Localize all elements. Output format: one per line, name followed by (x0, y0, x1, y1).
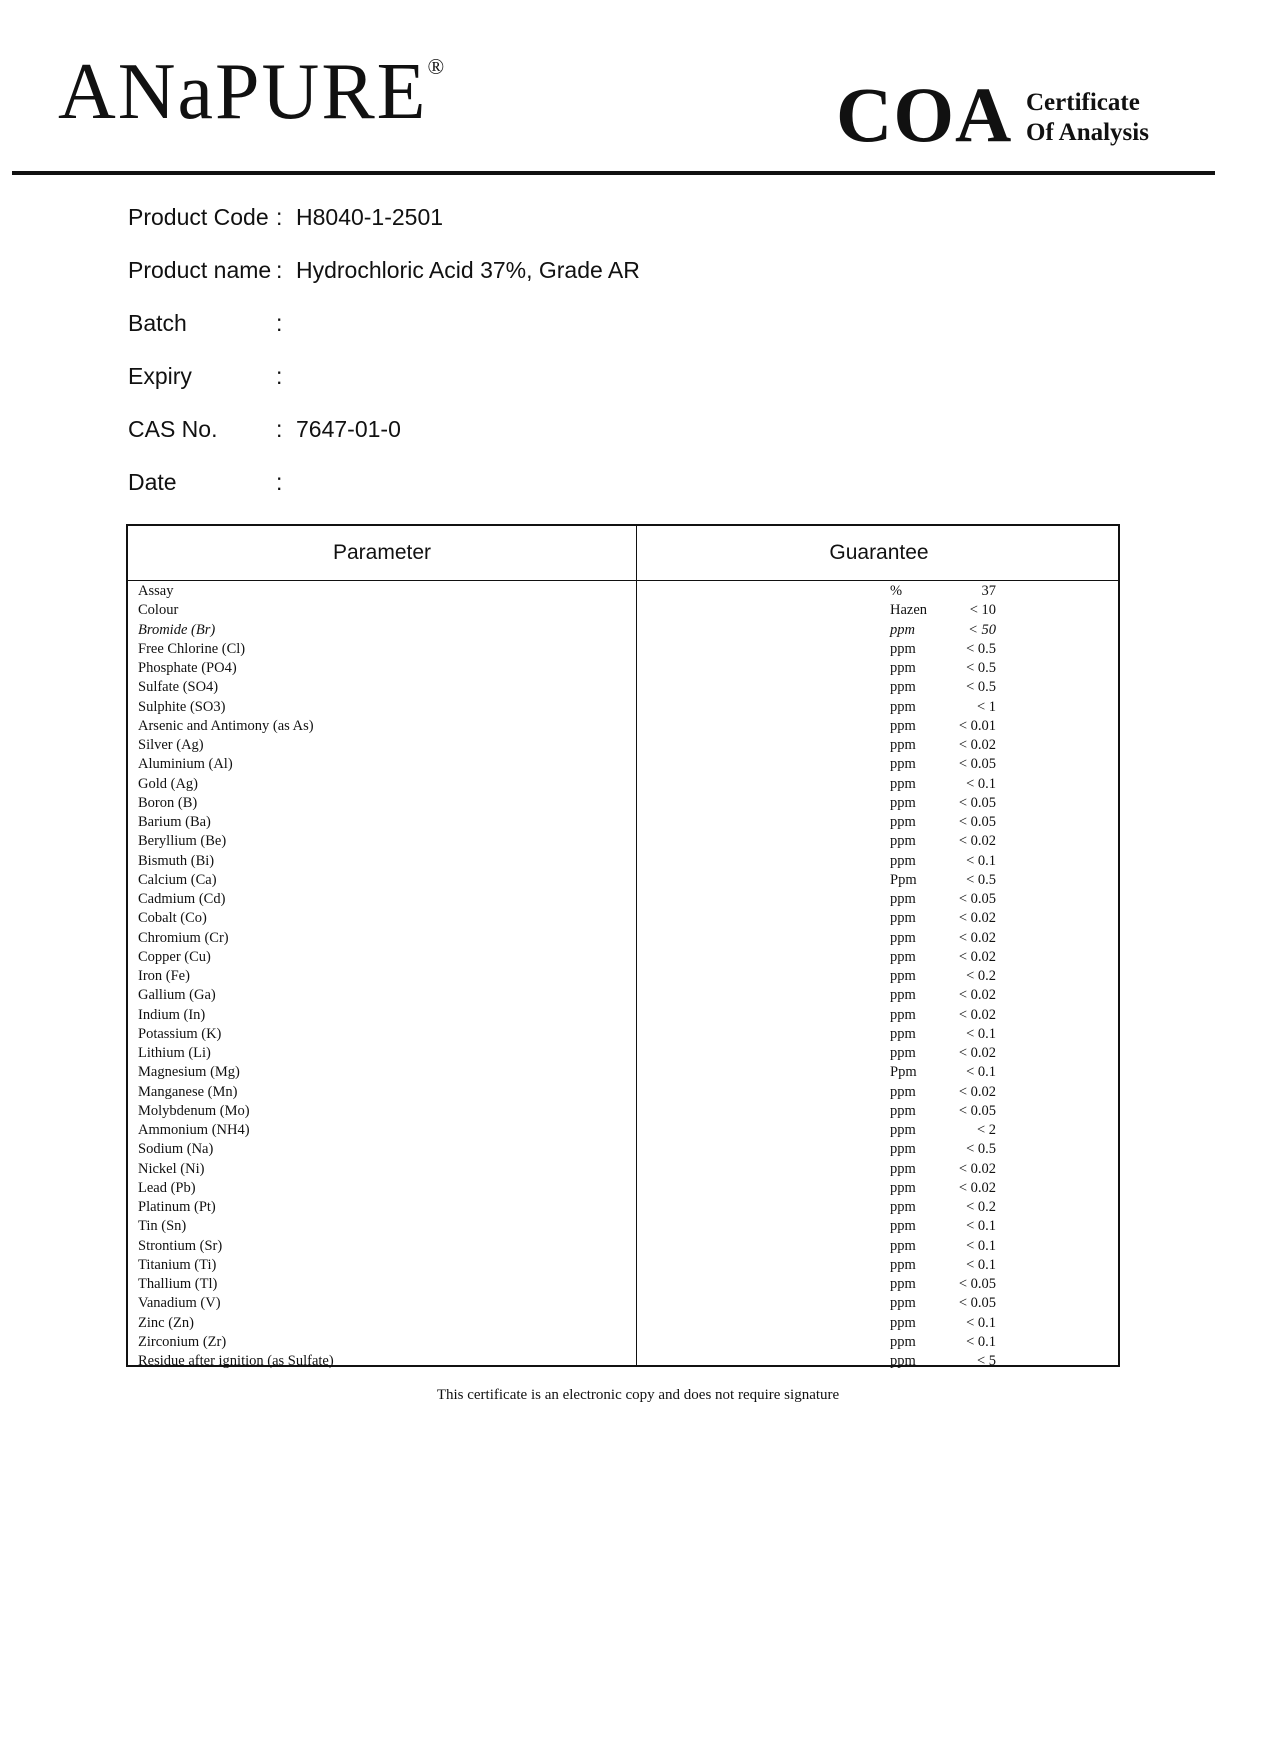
table-row (128, 1179, 1118, 1198)
guarantee-unit-cell: ppm (890, 1122, 916, 1138)
parameter-cell: Calcium (Ca) (138, 871, 217, 888)
guarantee-unit-cell: ppm (890, 1199, 916, 1215)
parameter-cell: Titanium (Ti) (138, 1256, 217, 1273)
guarantee-unit-cell: ppm (890, 987, 916, 1004)
guarantee-unit-cell: ppm (890, 1102, 916, 1119)
info-value: 7647-01-0 (296, 416, 401, 442)
guarantee-unit-cell: ppm (890, 756, 916, 773)
parameter-cell: Magnesium (Mg) (138, 1064, 240, 1081)
table-row (128, 1352, 1118, 1371)
guarantee-unit-cell: ppm (890, 833, 916, 850)
guarantee-unit-cell: ppm (890, 1333, 916, 1350)
guarantee-unit-cell: ppm (890, 1276, 916, 1292)
info-colon: : (276, 257, 283, 283)
table-row (128, 794, 1118, 813)
info-label: Product Code (128, 204, 269, 230)
guarantee-unit-cell: ppm (890, 1218, 916, 1235)
guarantee-value-cell: < 0.02 (958, 1083, 996, 1100)
parameter-cell: Colour (138, 602, 179, 619)
guarantee-unit-cell: ppm (890, 1295, 916, 1312)
info-row (128, 257, 640, 310)
guarantee-unit-cell: ppm (890, 1083, 916, 1100)
guarantee-value-cell: < 10 (969, 602, 996, 619)
guarantee-unit-cell: ppm (890, 1353, 916, 1369)
parameter-cell: Ammonium (NH4) (138, 1122, 250, 1138)
guarantee-value-cell: < 0.1 (966, 1333, 996, 1350)
guarantee-unit-cell: ppm (890, 891, 916, 907)
table-row (128, 1063, 1118, 1082)
guarantee-value-cell: 37 (981, 583, 996, 599)
guarantee-value-cell: < 0.05 (958, 1102, 996, 1119)
info-label: CAS No. (128, 416, 218, 442)
parameter-cell: Phosphate (PO4) (138, 660, 237, 676)
guarantee-value-cell: < 0.1 (966, 852, 996, 869)
table-row (128, 717, 1118, 736)
info-row (128, 363, 640, 416)
table-row (128, 1160, 1118, 1179)
doc-title-line1: Certificate (1026, 89, 1140, 116)
guarantee-unit-cell: ppm (890, 1256, 916, 1273)
guarantee-value-cell: < 0.5 (966, 679, 996, 696)
table-row (128, 601, 1118, 620)
guarantee-unit-cell: ppm (890, 910, 916, 927)
guarantee-unit-cell: ppm (890, 660, 916, 676)
parameter-cell: Zirconium (Zr) (138, 1333, 227, 1350)
guarantee-unit-cell: ppm (890, 621, 915, 638)
info-value: H8040-1-2501 (296, 204, 444, 230)
doc-title-line2: Of Analysis (1026, 119, 1149, 146)
doc-code: COA (836, 71, 1013, 158)
parameter-cell: Aluminium (Al) (138, 756, 233, 773)
guarantee-value-cell: < 0.5 (966, 640, 996, 657)
guarantee-value-cell: < 0.02 (958, 929, 996, 946)
guarantee-value-cell: < 0.1 (966, 775, 996, 792)
parameter-cell: Arsenic and Antimony (as As) (138, 717, 314, 734)
table-row (128, 1256, 1118, 1275)
parameter-cell: Indium (In) (138, 1006, 206, 1023)
guarantee-unit-cell: ppm (890, 1025, 916, 1042)
guarantee-value-cell: < 0.02 (958, 1006, 996, 1023)
table-row (128, 832, 1118, 851)
guarantee-unit-cell: ppm (890, 929, 916, 946)
table-row (128, 1333, 1118, 1352)
table-row (128, 775, 1118, 794)
guarantee-unit-cell: Ppm (890, 871, 917, 888)
registered-mark: ® (427, 54, 445, 79)
table-row (128, 1140, 1118, 1159)
table-row (128, 582, 1118, 601)
guarantee-unit-cell: ppm (890, 794, 916, 811)
guarantee-value-cell: < 0.2 (966, 1199, 996, 1215)
guarantee-value-cell: < 0.02 (958, 1179, 996, 1196)
parameter-cell: Residue after ignition (as Sulfate) (138, 1353, 334, 1369)
parameter-column-header: Parameter (332, 541, 432, 564)
table-row (128, 698, 1118, 717)
info-colon: : (276, 469, 283, 495)
guarantee-value-cell: < 0.2 (966, 968, 996, 984)
parameter-cell: Boron (B) (138, 794, 198, 811)
guarantee-value-cell: < 0.02 (958, 910, 996, 927)
table-row (128, 736, 1118, 755)
info-value: Hydrochloric Acid 37%, Grade AR (296, 257, 640, 283)
guarantee-value-cell: < 0.1 (966, 1064, 996, 1081)
guarantee-unit-cell: ppm (890, 698, 916, 715)
guarantee-value-cell: < 0.02 (958, 833, 996, 850)
specification-table (126, 524, 1120, 1367)
parameter-cell: Barium (Ba) (138, 814, 211, 830)
info-colon: : (276, 363, 283, 389)
parameter-cell: Gold (Ag) (138, 775, 199, 792)
table-row (128, 1083, 1118, 1102)
table-row (128, 1006, 1118, 1025)
guarantee-value-cell: < 0.02 (958, 987, 996, 1004)
parameter-cell: Vanadium (V) (138, 1295, 221, 1312)
table-row (128, 1044, 1118, 1063)
table-row (128, 1314, 1118, 1333)
info-label: Product name (128, 257, 272, 283)
parameter-cell: Manganese (Mn) (138, 1083, 238, 1100)
parameter-cell: Thallium (Tl) (138, 1276, 218, 1292)
guarantee-value-cell: < 0.1 (966, 1314, 996, 1331)
table-row (128, 1294, 1118, 1313)
guarantee-value-cell: < 0.05 (958, 794, 996, 811)
guarantee-value-cell: < 0.1 (966, 1025, 996, 1042)
table-row (128, 929, 1118, 948)
guarantee-unit-cell: ppm (890, 1045, 916, 1061)
guarantee-column-header: Guarantee (829, 541, 929, 564)
parameter-cell: Potassium (K) (138, 1025, 222, 1042)
parameter-cell: Chromium (Cr) (138, 929, 229, 946)
parameter-cell: Sulfate (SO4) (138, 679, 219, 696)
guarantee-unit-cell: ppm (890, 717, 916, 734)
parameter-cell: Cadmium (Cd) (138, 891, 226, 907)
parameter-cell: Gallium (Ga) (138, 987, 216, 1004)
table-row (128, 986, 1118, 1005)
guarantee-unit-cell: Hazen (890, 602, 928, 619)
parameter-cell: Tin (Sn) (138, 1218, 187, 1235)
guarantee-unit-cell: ppm (890, 775, 916, 792)
info-colon: : (276, 204, 283, 230)
table-row (128, 1217, 1118, 1236)
guarantee-value-cell: < 0.5 (966, 660, 996, 676)
guarantee-value-cell: < 50 (968, 621, 996, 638)
table-row (128, 1025, 1118, 1044)
guarantee-value-cell: < 0.5 (966, 1141, 996, 1158)
guarantee-value-cell: < 0.02 (958, 737, 996, 753)
brand-name: ANaPURE (58, 48, 428, 136)
guarantee-unit-cell: ppm (890, 1160, 916, 1177)
table-row (128, 909, 1118, 928)
parameter-cell: Molybdenum (Mo) (138, 1102, 250, 1119)
guarantee-value-cell: < 0.05 (958, 756, 996, 773)
guarantee-value-cell: < 0.02 (958, 1160, 996, 1177)
guarantee-value-cell: < 0.05 (958, 814, 996, 830)
info-row (128, 469, 640, 522)
guarantee-value-cell: < 0.02 (958, 948, 996, 965)
guarantee-unit-cell: ppm (890, 968, 916, 984)
table-row (128, 1275, 1118, 1294)
parameter-cell: Cobalt (Co) (138, 910, 207, 927)
parameter-cell: Sodium (Na) (138, 1141, 214, 1158)
info-row (128, 416, 640, 469)
guarantee-unit-cell: % (890, 583, 903, 599)
parameter-cell: Sulphite (SO3) (138, 698, 226, 715)
table-body (128, 582, 1118, 1371)
table-row (128, 890, 1118, 909)
guarantee-unit-cell: ppm (890, 1179, 916, 1196)
doc-title (1026, 88, 1149, 148)
table-row (128, 813, 1118, 832)
guarantee-value-cell: < 2 (976, 1122, 996, 1138)
guarantee-value-cell: < 1 (976, 698, 996, 715)
guarantee-unit-cell: ppm (890, 737, 916, 753)
guarantee-unit-cell: ppm (890, 1141, 916, 1158)
parameter-cell: Free Chlorine (Cl) (138, 640, 246, 657)
parameter-cell: Platinum (Pt) (138, 1199, 216, 1215)
guarantee-unit-cell: ppm (890, 640, 916, 657)
guarantee-value-cell: < 0.1 (966, 1256, 996, 1273)
guarantee-unit-cell: ppm (890, 814, 916, 830)
parameter-cell: Beryllium (Be) (138, 833, 227, 850)
parameter-cell: Assay (138, 583, 174, 599)
parameter-cell: Strontium (Sr) (138, 1237, 223, 1254)
guarantee-unit-cell: ppm (890, 679, 916, 696)
product-info (128, 204, 640, 522)
guarantee-unit-cell: ppm (890, 948, 916, 965)
info-row (128, 204, 640, 257)
parameter-cell: Nickel (Ni) (138, 1160, 205, 1177)
guarantee-value-cell: < 0.1 (966, 1237, 996, 1254)
table-row (128, 659, 1118, 678)
info-colon: : (276, 416, 283, 442)
parameter-cell: Iron (Fe) (138, 968, 190, 984)
footer-note: This certificate is an electronic copy and does not require signature (436, 1387, 840, 1403)
info-label: Batch (128, 310, 187, 336)
info-label: Date (128, 469, 177, 495)
parameter-cell: Zinc (Zn) (138, 1314, 194, 1331)
guarantee-value-cell: < 0.02 (958, 1045, 996, 1061)
guarantee-value-cell: < 0.05 (958, 1276, 996, 1292)
guarantee-value-cell: < 0.05 (958, 1295, 996, 1312)
guarantee-value-cell: < 0.05 (958, 891, 996, 907)
guarantee-unit-cell: Ppm (890, 1064, 917, 1081)
table-row (128, 1102, 1118, 1121)
table-row (128, 640, 1118, 659)
table-row (128, 1121, 1118, 1140)
table-row (128, 852, 1118, 871)
guarantee-unit-cell: ppm (890, 1237, 916, 1254)
header-divider (12, 171, 1215, 175)
guarantee-value-cell: < 0.5 (966, 871, 996, 888)
table-row (128, 621, 1118, 640)
table-row (128, 755, 1118, 774)
guarantee-value-cell: < 5 (976, 1353, 996, 1369)
table-row (128, 1237, 1118, 1256)
parameter-cell: Lithium (Li) (138, 1045, 211, 1061)
guarantee-unit-cell: ppm (890, 1314, 916, 1331)
brand-logo (58, 48, 445, 136)
info-colon: : (276, 310, 283, 336)
guarantee-unit-cell: ppm (890, 852, 916, 869)
parameter-cell: Copper (Cu) (138, 948, 211, 965)
table-row (128, 967, 1118, 986)
guarantee-unit-cell: ppm (890, 1006, 916, 1023)
guarantee-value-cell: < 0.01 (958, 717, 996, 734)
header-row-divider (128, 580, 1118, 581)
parameter-cell: Lead (Pb) (138, 1179, 196, 1196)
table-row (128, 948, 1118, 967)
parameter-cell: Bismuth (Bi) (138, 852, 215, 869)
table-row (128, 1198, 1118, 1217)
parameter-cell: Bromide (Br) (138, 621, 216, 638)
table-row (128, 871, 1118, 890)
parameter-cell: Silver (Ag) (138, 737, 204, 753)
guarantee-value-cell: < 0.1 (966, 1218, 996, 1235)
table-row (128, 678, 1118, 697)
info-label: Expiry (128, 363, 192, 389)
info-row (128, 310, 640, 363)
